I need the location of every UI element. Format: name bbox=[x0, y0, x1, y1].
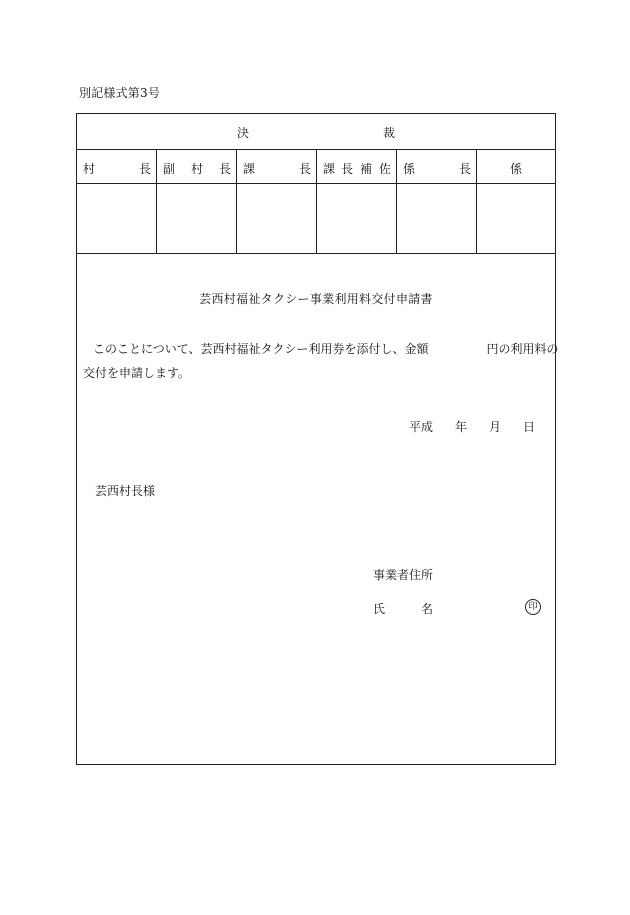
applicant-name-label bbox=[373, 600, 433, 617]
role-label bbox=[317, 150, 396, 184]
form-number: 別記様式第3号 bbox=[79, 86, 161, 100]
date-line bbox=[409, 418, 535, 435]
role-label bbox=[77, 150, 156, 184]
application-form bbox=[76, 113, 559, 765]
role-char: 長 bbox=[459, 162, 472, 176]
role-column-village-head bbox=[77, 150, 157, 253]
body-text-line2: 交付を申請します。 bbox=[83, 366, 191, 380]
body-text-line1 bbox=[93, 340, 559, 357]
approval-roles bbox=[77, 150, 555, 254]
role-column-assistant-section-chief bbox=[317, 150, 397, 253]
name-label-char: 名 bbox=[421, 602, 434, 616]
seal-icon: 印 bbox=[525, 599, 541, 615]
role-column-staff bbox=[477, 150, 555, 253]
role-label bbox=[477, 150, 555, 184]
stamp-box[interactable] bbox=[157, 184, 236, 254]
role-char: 長 bbox=[341, 162, 354, 176]
date-day-label: 日 bbox=[523, 420, 536, 434]
body-text-line1-part-a: このことについて、芸西村福祉タクシー利用券を添付し、金額 bbox=[93, 342, 429, 356]
stamp-box[interactable] bbox=[77, 184, 156, 254]
role-char: 村 bbox=[83, 162, 96, 176]
role-char: 長 bbox=[139, 162, 152, 176]
applicant-address-label: 事業者住所 bbox=[373, 568, 434, 582]
date-era: 平成 bbox=[409, 420, 434, 434]
date-month-label: 月 bbox=[489, 420, 502, 434]
role-column-subsection-chief bbox=[397, 150, 477, 253]
role-label bbox=[397, 150, 476, 184]
role-char: 課 bbox=[243, 162, 256, 176]
role-char: 村 bbox=[191, 162, 204, 176]
role-char: 係 bbox=[403, 162, 416, 176]
addressee: 芸西村長様 bbox=[95, 484, 156, 498]
role-char: 副 bbox=[163, 162, 176, 176]
stamp-box[interactable] bbox=[317, 184, 396, 254]
date-year-label: 年 bbox=[455, 420, 468, 434]
approval-header-right: 裁 bbox=[383, 126, 396, 140]
approval-header bbox=[77, 114, 555, 150]
body-text-line1-part-b: 円の利用料の bbox=[486, 342, 559, 356]
stamp-box[interactable] bbox=[477, 184, 555, 254]
role-char: 係 bbox=[510, 162, 523, 176]
role-char: 課 bbox=[323, 162, 336, 176]
stamp-box[interactable] bbox=[397, 184, 476, 254]
document-title: 芸西村福祉タクシー事業利用料交付申請書 bbox=[199, 292, 433, 306]
role-column-deputy-village-head bbox=[157, 150, 237, 253]
role-char: 補 bbox=[360, 162, 373, 176]
role-char: 佐 bbox=[379, 162, 392, 176]
role-label bbox=[157, 150, 236, 184]
name-label-char: 氏 bbox=[373, 602, 386, 616]
role-char: 長 bbox=[299, 162, 312, 176]
role-label bbox=[237, 150, 316, 184]
stamp-box[interactable] bbox=[237, 184, 316, 254]
role-column-section-chief bbox=[237, 150, 317, 253]
role-char: 長 bbox=[219, 162, 232, 176]
approval-header-left: 決 bbox=[237, 126, 250, 140]
